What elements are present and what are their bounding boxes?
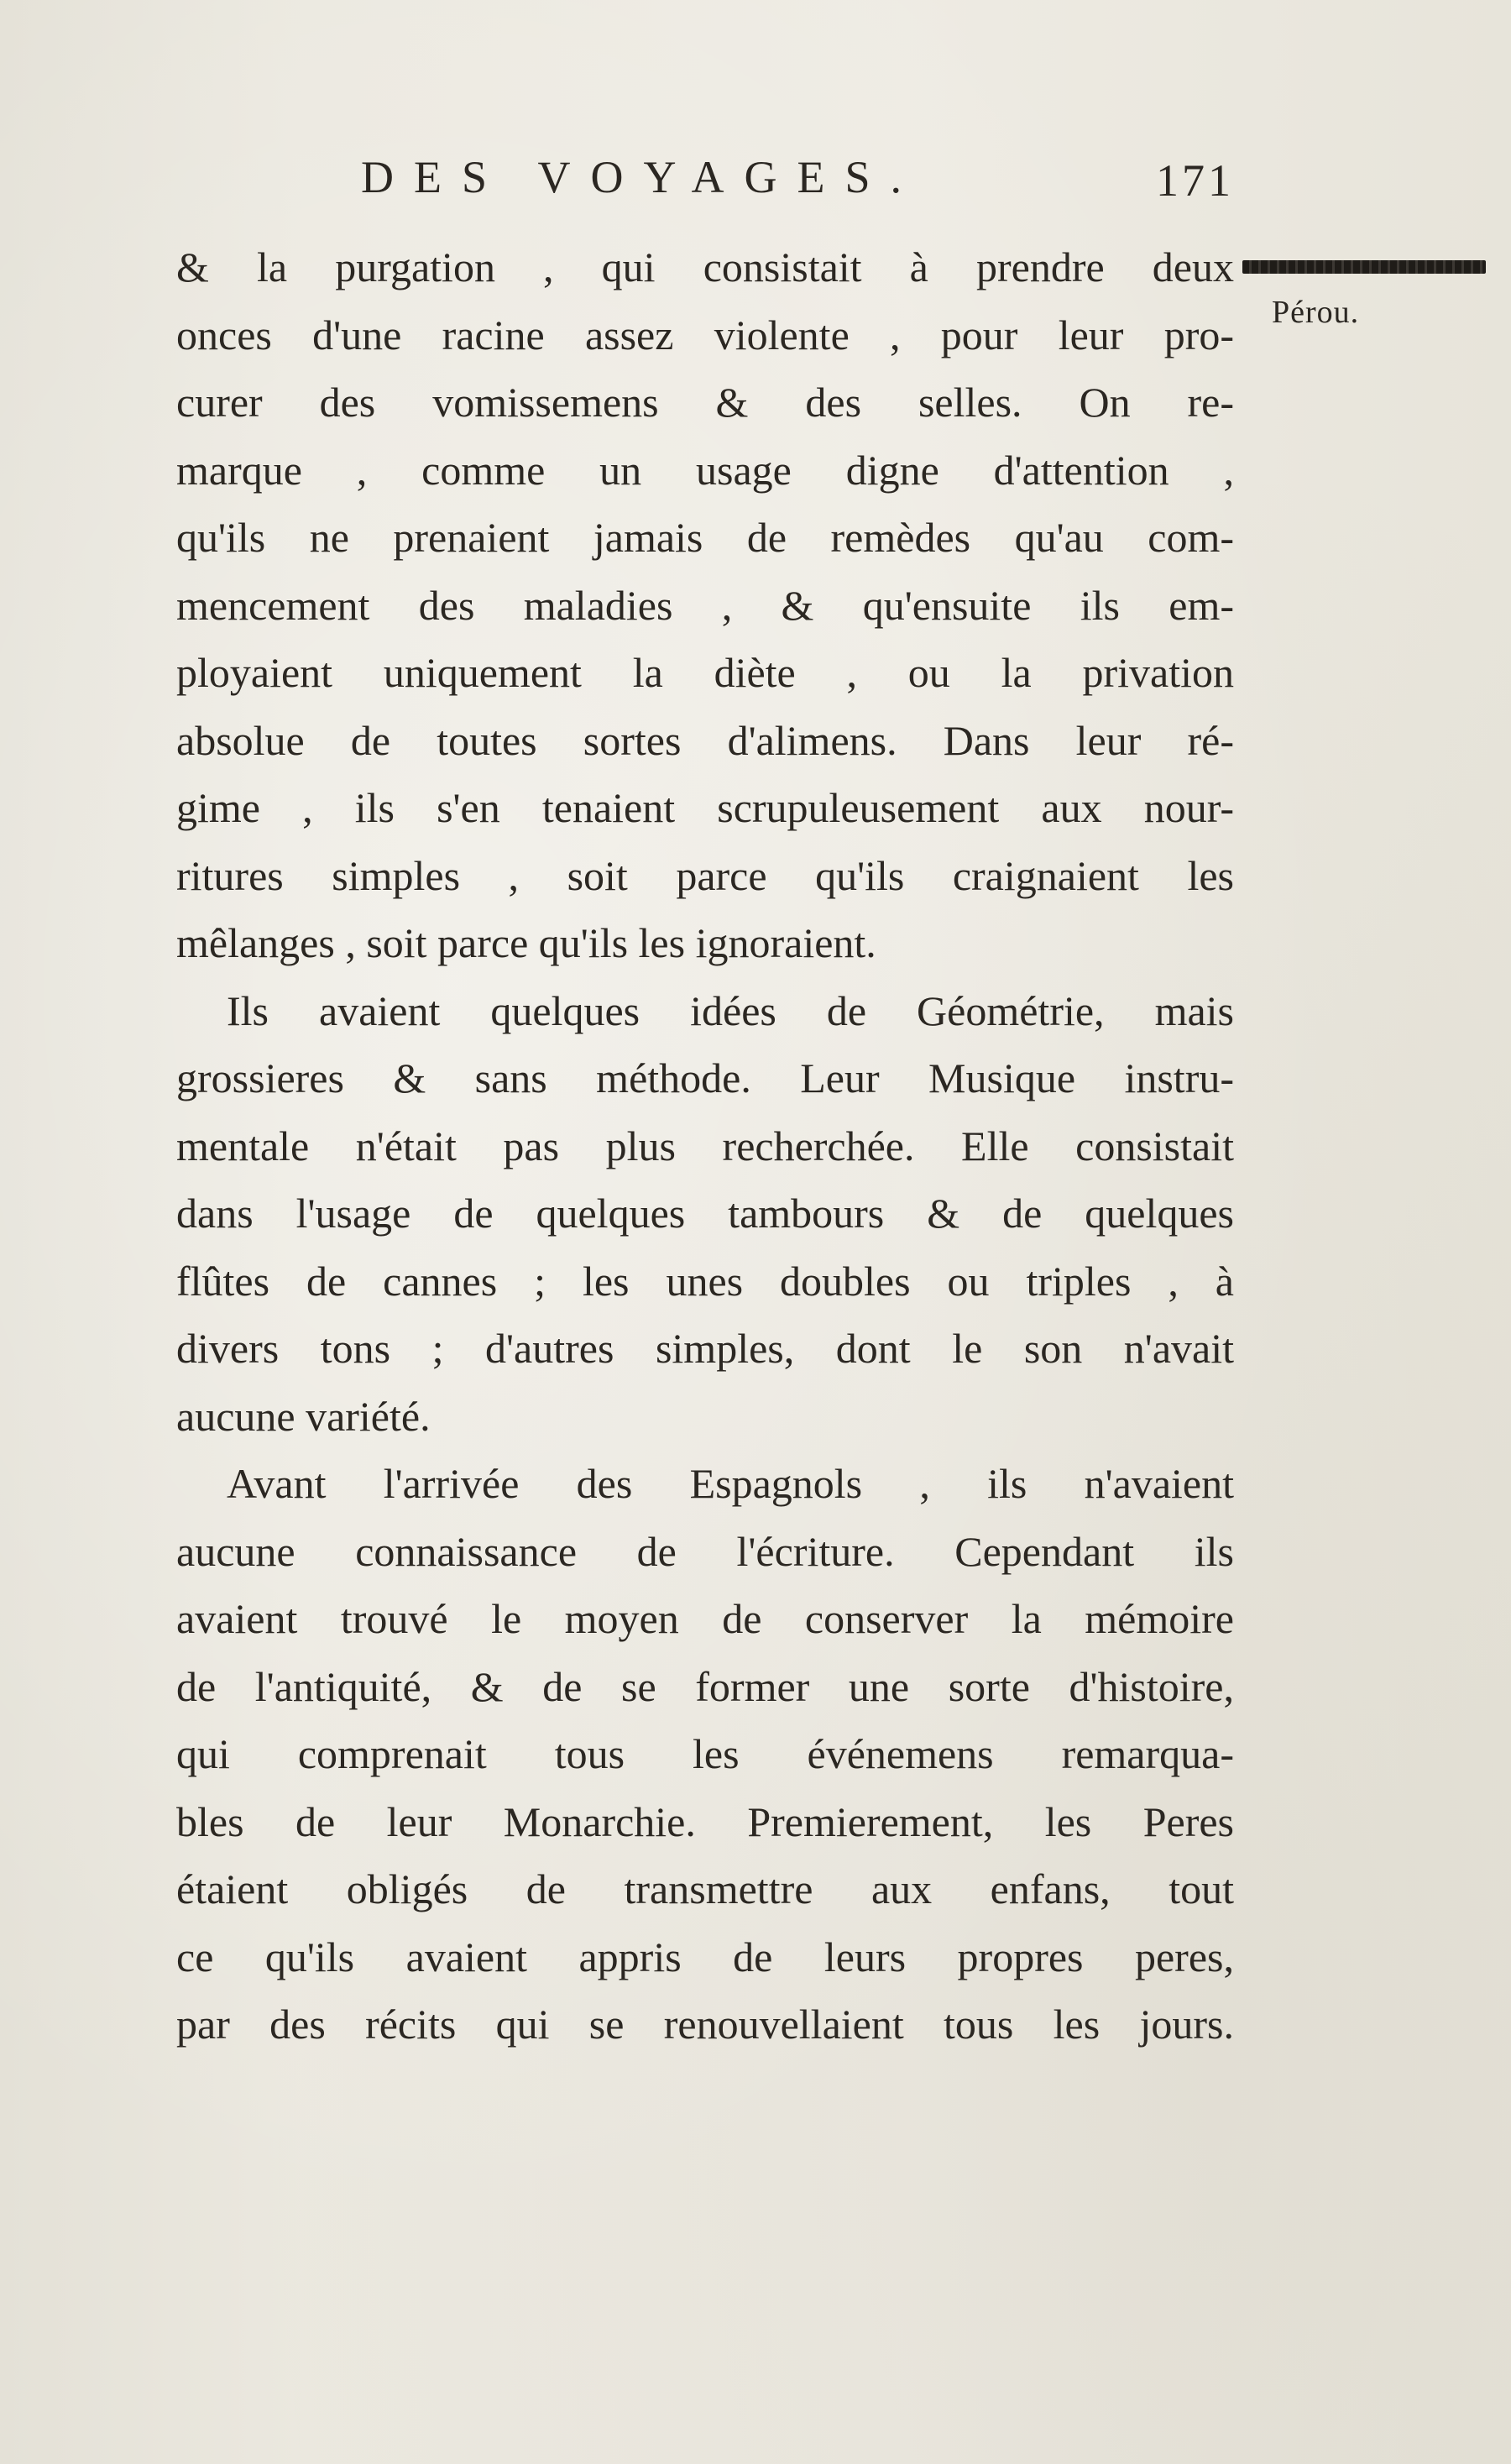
text-line: aucune variété. — [176, 1392, 431, 1440]
text-line: par des récits qui se renouvellaient tous les jours. — [176, 2001, 1234, 2048]
margin-note: Pérou. — [1272, 295, 1360, 330]
page-number: 171 — [1156, 155, 1234, 206]
text-line: mencement des maladies , & qu'ensuite ils em- — [176, 581, 1234, 629]
text-line: ritures simples , soit parce qu'ils craignaient les — [176, 851, 1234, 899]
text-line: flûtes de cannes ; les unes doubles ou triples , à — [176, 1257, 1234, 1305]
text-line: marque , comme un usage digne d'attention , — [176, 446, 1234, 494]
margin-rule — [1242, 260, 1486, 274]
text-line: avaient trouvé le moyen de conserver la mémoire — [176, 1595, 1234, 1642]
text-line: dans l'usage de quelques tambours & de quelques — [176, 1190, 1234, 1237]
page-header — [176, 151, 1234, 227]
text-line: gime , ils s'en tenaient scrupuleusement aux nour- — [176, 784, 1234, 831]
text-line: qui comprenait tous les événemens remarqua- — [176, 1730, 1234, 1777]
text-line: Avant l'arrivée des Espagnols , ils n'avaient — [227, 1460, 1234, 1507]
text-line: ployaient uniquement la diète , ou la privation — [176, 649, 1234, 696]
text-line: qu'ils ne prenaient jamais de remèdes qu'au com- — [176, 514, 1234, 561]
text-line: Ils avaient quelques idées de Géométrie, mais — [227, 986, 1234, 1034]
text-line: divers tons ; d'autres simples, dont le son n'avait — [176, 1325, 1234, 1372]
running-title: DES VOYAGES. — [361, 152, 923, 202]
text-line: étaient obligés de transmettre aux enfans, tout — [176, 1865, 1234, 1912]
text-line: grossieres & sans méthode. Leur Musique instru- — [176, 1054, 1234, 1101]
text-line: mentale n'était pas plus recherchée. Elle consistait — [176, 1122, 1234, 1169]
body-text — [176, 233, 1234, 2059]
text-line: mêlanges , soit parce qu'ils les ignoraient. — [176, 919, 876, 966]
text-line: & la purgation , qui consistait à prendre deux — [176, 243, 1234, 290]
text-line: absolue de toutes sortes d'alimens. Dans leur ré- — [176, 716, 1234, 764]
text-line: ce qu'ils avaient appris de leurs propres peres, — [176, 1933, 1234, 1980]
text-line: bles de leur Monarchie. Premierement, les Peres — [176, 1797, 1234, 1845]
text-line: de l'antiquité, & de se former une sorte d'histoire, — [176, 1662, 1234, 1710]
text-line: onces d'une racine assez violente , pour leur pro- — [176, 311, 1234, 358]
text-line: aucune connaissance de l'écriture. Cependant ils — [176, 1527, 1234, 1575]
text-line: curer des vomissemens & des selles. On re- — [176, 379, 1234, 426]
